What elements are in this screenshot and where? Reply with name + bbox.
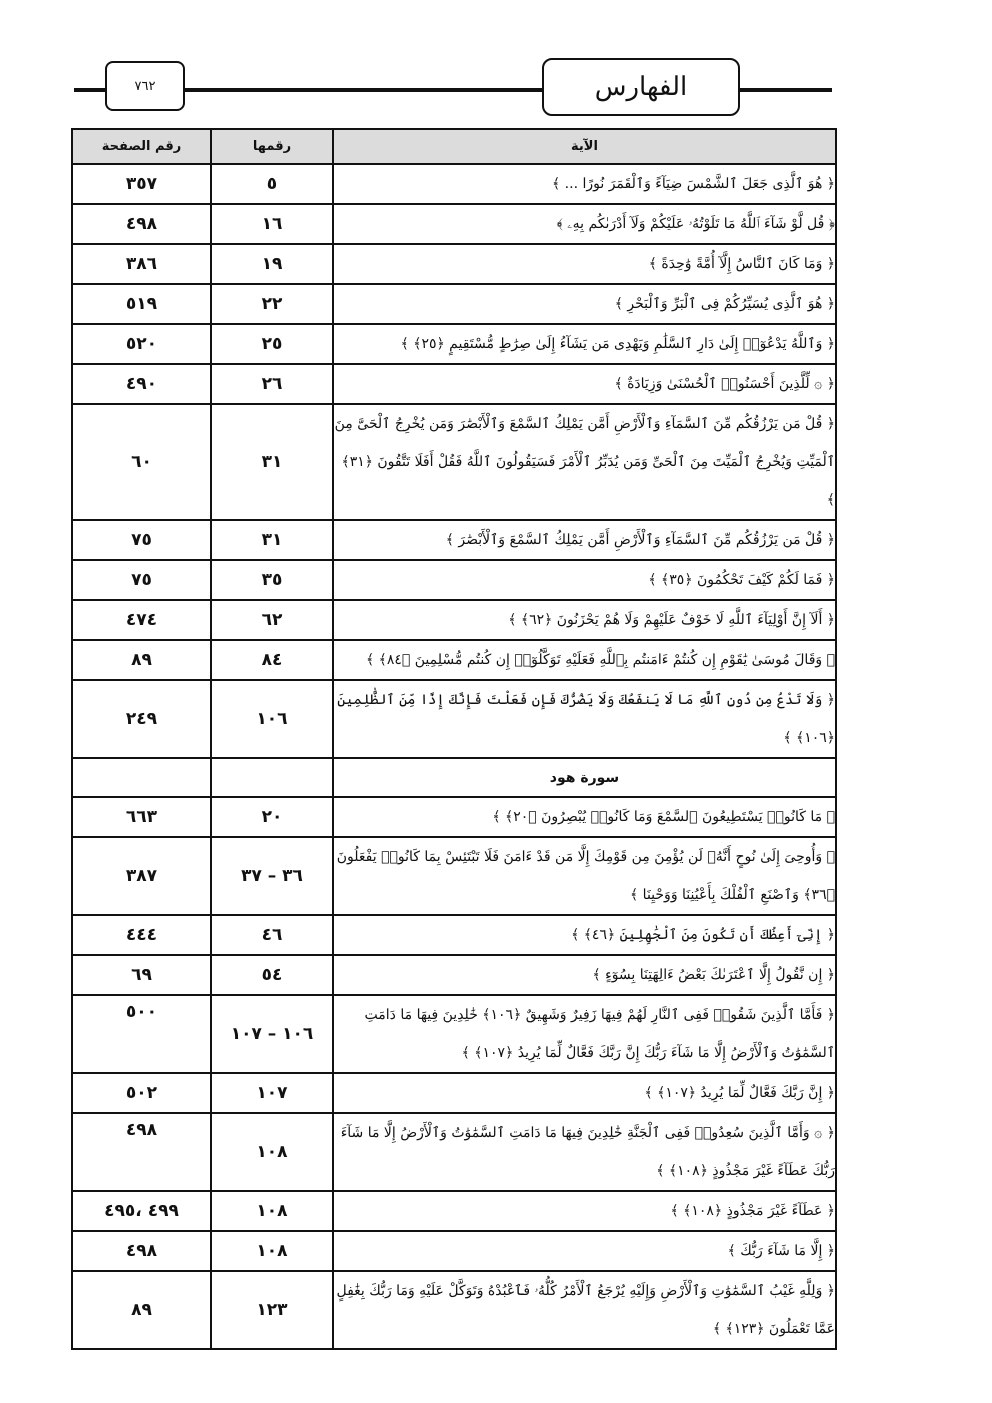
table-row bbox=[72, 560, 836, 600]
page-number-cell: ٥٠٠ bbox=[72, 995, 211, 1073]
page-number-cell: ٣٥٧ bbox=[72, 164, 211, 204]
verse-number-cell: ١٩ bbox=[211, 244, 333, 284]
table-row bbox=[72, 284, 836, 324]
page-number-cell: ٦٠ bbox=[72, 404, 211, 520]
verse-number-cell: ٦٢ bbox=[211, 600, 333, 640]
page-number-cell: ٤٤٤ bbox=[72, 915, 211, 955]
page-number-cell: ٥١٩ bbox=[72, 284, 211, 324]
ayah-text-cell: ﴿ مَا كَانُوا۟ يَسْتَطِيعُونَ ٱلسَّمْعَ وَمَا كَانُوا۟ يُبْصِرُونَ ﴿٢٠﴾ ﴾ bbox=[333, 797, 836, 837]
page-number: ٧٦٢ bbox=[105, 61, 185, 111]
ayah-text-cell: ﴿ قُل لَّوْ شَآءَ ٱللَّهُ مَا تَلَوْتُهُۥ عَلَيْكُمْ وَلَآ أَدْرَىٰكُم بِهِۦ ﴾ bbox=[333, 204, 836, 244]
verse-number-cell bbox=[211, 758, 333, 797]
ayah-text-cell: ﴿ فَأَمَّا ٱلَّذِينَ شَقُوا۟ فَفِى ٱلنَّارِ لَهُمْ فِيهَا زَفِيرٌ وَشَهِيقٌ ﴿١٠٦﴾ خَٰلِدِينَ فِيهَا مَا دَامَتِ ٱلسَّمَٰوَٰتُ وَٱلْأَرْضُ إِلَّا مَا شَآءَ رَبُّكَ إِنَّ رَبَّكَ فَعَّالٌ لِّمَا يُرِيدُ ﴿١٠٧﴾ ﴾ bbox=[333, 995, 836, 1073]
ayah-text-cell: ﴿ قُلْ مَن يَرْزُقُكُم مِّنَ ٱلسَّمَآءِ وَٱلْأَرْضِ أَمَّن يَمْلِكُ ٱلسَّمْعَ وَٱلْأَبْصَٰرَ وَمَن يُخْرِجُ ٱلْحَىَّ مِنَ ٱلْمَيِّتِ وَيُخْرِجُ ٱلْمَيِّتَ مِنَ ٱلْحَىِّ وَمَن يُدَبِّرُ ٱلْأَمْرَ فَسَيَقُولُونَ ٱللَّهُ فَقُلْ أَفَلَا تَتَّقُونَ ﴿٣١﴾ ﴾ bbox=[333, 404, 836, 520]
col-header-page: رقم الصفحة bbox=[72, 129, 211, 164]
table-row bbox=[72, 758, 836, 797]
ayah-text-cell: ﴿ أَلَآ إِنَّ أَوْلِيَآءَ ٱللَّهِ لَا خَوْفٌ عَلَيْهِمْ وَلَا هُمْ يَحْزَنُونَ ﴿٦٢﴾ ﴾ bbox=[333, 600, 836, 640]
table-row bbox=[72, 324, 836, 364]
table-row bbox=[72, 797, 836, 837]
page-number-cell: ٤٧٤ bbox=[72, 600, 211, 640]
verse-number-cell: ٣١ bbox=[211, 520, 333, 560]
page-number-cell: ٦٩ bbox=[72, 955, 211, 995]
header-rule-left bbox=[74, 88, 106, 92]
ayah-text-cell: ﴿ وَمَا كَانَ ٱلنَّاسُ إِلَّآ أُمَّةً وَٰحِدَةً ﴾ bbox=[333, 244, 836, 284]
verse-number-cell: ١٠٦ – ١٠٧ bbox=[211, 995, 333, 1073]
ayah-text-cell: ﴿ ۞ وَأَمَّا ٱلَّذِينَ سُعِدُوا۟ فَفِى ٱلْجَنَّةِ خَٰلِدِينَ فِيهَا مَا دَامَتِ ٱلسَّمَٰوَٰتُ وَٱلْأَرْضُ إِلَّا مَا شَآءَ رَبُّكَ عَطَآءً غَيْرَ مَجْذُوذٍ ﴿١٠٨﴾ ﴾ bbox=[333, 1113, 836, 1191]
verse-index-table bbox=[71, 128, 837, 1350]
ayah-text-cell: ﴿ إِلَّا مَا شَآءَ رَبُّكَ ﴾ bbox=[333, 1231, 836, 1271]
verse-number-cell: ٣٦ – ٣٧ bbox=[211, 837, 333, 915]
page-number-cell: ٧٥ bbox=[72, 520, 211, 560]
ayah-text-cell: ﴿ هُوَ ٱلَّذِى جَعَلَ ٱلشَّمْسَ ضِيَآءً وَٱلْقَمَرَ نُورًا ... ﴾ bbox=[333, 164, 836, 204]
table-row bbox=[72, 1231, 836, 1271]
table-row bbox=[72, 995, 836, 1073]
col-header-number: رقمها bbox=[211, 129, 333, 164]
table-body bbox=[72, 164, 836, 1349]
ayah-text-cell: ﴿ قُلْ مَن يَرْزُقُكُم مِّنَ ٱلسَّمَآءِ وَٱلْأَرْضِ أَمَّن يَمْلِكُ ٱلسَّمْعَ وَٱلْأَبْصَٰرَ ﴾ bbox=[333, 520, 836, 560]
page-number-cell: ٦٦٣ bbox=[72, 797, 211, 837]
page-number-cell: ٥٠٢ bbox=[72, 1073, 211, 1113]
page-number-cell: ٨٩ bbox=[72, 1271, 211, 1349]
table-row bbox=[72, 1113, 836, 1191]
page-number-cell: ٣٨٧ bbox=[72, 837, 211, 915]
verse-number-cell: ٢٥ bbox=[211, 324, 333, 364]
ayah-text-cell: ﴿ هُوَ ٱلَّذِى يُسَيِّرُكُمْ فِى ٱلْبَرِّ وَٱلْبَحْرِ ﴾ bbox=[333, 284, 836, 324]
table-row bbox=[72, 600, 836, 640]
verse-number-cell: ٣١ bbox=[211, 404, 333, 520]
verse-number-cell: ١٠٧ bbox=[211, 1073, 333, 1113]
table-row bbox=[72, 837, 836, 915]
page-number-cell: ٤٩٨ bbox=[72, 1113, 211, 1191]
page-header bbox=[0, 0, 992, 130]
col-header-ayah: الآية bbox=[333, 129, 836, 164]
table-row bbox=[72, 520, 836, 560]
header-rule-middle bbox=[181, 88, 543, 92]
verse-number-cell: ١٢٣ bbox=[211, 1271, 333, 1349]
table-row bbox=[72, 1191, 836, 1231]
page-number-cell: ٤٩٨ bbox=[72, 1231, 211, 1271]
ayah-text-cell: ﴿ وَٱللَّهُ يَدْعُوٓا۟ إِلَىٰ دَارِ ٱلسَّلَٰمِ وَيَهْدِى مَن يَشَآءُ إِلَىٰ صِرَٰطٍ مُّسْتَقِيمٍ ﴿٢٥﴾ ﴾ bbox=[333, 324, 836, 364]
verse-number-cell: ٥ bbox=[211, 164, 333, 204]
verse-number-cell: ٤٦ bbox=[211, 915, 333, 955]
ayah-text-cell: ﴿ وَقَالَ مُوسَىٰ يَٰقَوْمِ إِن كُنتُمْ ءَامَنتُم بِٱللَّهِ فَعَلَيْهِ تَوَكَّلُوٓا۟ إِن كُنتُم مُّسْلِمِينَ ﴿٨٤﴾ ﴾ bbox=[333, 640, 836, 680]
table-row bbox=[72, 164, 836, 204]
verse-number-cell: ١٦ bbox=[211, 204, 333, 244]
ayah-text-cell: ﴿ ۞ لِّلَّذِينَ أَحْسَنُوا۟ ٱلْحُسْنَىٰ وَزِيَادَةٌ ﴾ bbox=[333, 364, 836, 404]
page-number-cell: ٤٩٠ bbox=[72, 364, 211, 404]
ayah-text-cell: ﴿ وَلَا تَدْعُ مِن دُونِ ٱللَّهِ مَا لَا يَنفَعُكَ وَلَا يَضُرُّكَ فَإِن فَعَلْتَ فَإِنَّكَ إِذًا مِّنَ ٱلظَّٰلِمِينَ ﴿١٠٦﴾ ﴾ bbox=[333, 680, 836, 758]
verse-number-cell: ١٠٨ bbox=[211, 1113, 333, 1191]
page-number-cell: ٧٥ bbox=[72, 560, 211, 600]
verse-number-cell: ٣٥ bbox=[211, 560, 333, 600]
table-row bbox=[72, 244, 836, 284]
table-row bbox=[72, 364, 836, 404]
table-header-row bbox=[72, 129, 836, 164]
table-row bbox=[72, 404, 836, 520]
page-number-cell: ٣٨٦ bbox=[72, 244, 211, 284]
verse-number-cell: ٢٢ bbox=[211, 284, 333, 324]
page-number-cell: ٤٩٩ ،٤٩٥ bbox=[72, 1191, 211, 1231]
ayah-text-cell: ﴿ عَطَآءً غَيْرَ مَجْذُوذٍ ﴿١٠٨﴾ ﴾ bbox=[333, 1191, 836, 1231]
table-row bbox=[72, 204, 836, 244]
verse-number-cell: ١٠٨ bbox=[211, 1191, 333, 1231]
ayah-text-cell: ﴿ إِنِّىٓ أَعِظُكَ أَن تَكُونَ مِنَ ٱلْجَٰهِلِينَ ﴿٤٦﴾ ﴾ bbox=[333, 915, 836, 955]
table-row bbox=[72, 915, 836, 955]
table-row bbox=[72, 1271, 836, 1349]
header-rule-right bbox=[736, 88, 832, 92]
ayah-text-cell: ﴿ فَمَا لَكُمْ كَيْفَ تَحْكُمُونَ ﴿٣٥﴾ ﴾ bbox=[333, 560, 836, 600]
verse-number-cell: ٨٤ bbox=[211, 640, 333, 680]
page-number-cell: ٨٩ bbox=[72, 640, 211, 680]
page-number-cell bbox=[72, 758, 211, 797]
verse-number-cell: ٢٠ bbox=[211, 797, 333, 837]
table-row bbox=[72, 680, 836, 758]
table-row bbox=[72, 640, 836, 680]
page-number-cell: ٢٤٩ bbox=[72, 680, 211, 758]
verse-number-cell: ٥٤ bbox=[211, 955, 333, 995]
ayah-text-cell: ﴿ إِنَّ رَبَّكَ فَعَّالٌ لِّمَا يُرِيدُ ﴿١٠٧﴾ ﴾ bbox=[333, 1073, 836, 1113]
ayah-text-cell: ﴿ إِن نَّقُولُ إِلَّا ٱعْتَرَىٰكَ بَعْضُ ءَالِهَتِنَا بِسُوٓءٍ ﴾ bbox=[333, 955, 836, 995]
page-number-cell: ٥٢٠ bbox=[72, 324, 211, 364]
verse-number-cell: ١٠٨ bbox=[211, 1231, 333, 1271]
surah-heading: سورة هود bbox=[333, 758, 836, 797]
table-row bbox=[72, 955, 836, 995]
verse-number-cell: ١٠٦ bbox=[211, 680, 333, 758]
ayah-text-cell: ﴿ وَلِلَّهِ غَيْبُ ٱلسَّمَٰوَٰتِ وَٱلْأَرْضِ وَإِلَيْهِ يُرْجَعُ ٱلْأَمْرُ كُلُّهُۥ فَٱعْبُدْهُ وَتَوَكَّلْ عَلَيْهِ وَمَا رَبُّكَ بِغَٰفِلٍ عَمَّا تَعْمَلُونَ ﴿١٢٣﴾ ﴾ bbox=[333, 1271, 836, 1349]
verse-number-cell: ٢٦ bbox=[211, 364, 333, 404]
page-number-cell: ٤٩٨ bbox=[72, 204, 211, 244]
ayah-text-cell: ﴿ وَأُوحِىَ إِلَىٰ نُوحٍ أَنَّهُۥ لَن يُؤْمِنَ مِن قَوْمِكَ إِلَّا مَن قَدْ ءَامَنَ فَلَا تَبْتَئِسْ بِمَا كَانُوا۟ يَفْعَلُونَ ﴿٣٦﴾ وَٱصْنَعِ ٱلْفُلْكَ بِأَعْيُنِنَا وَوَحْيِنَا ﴾ bbox=[333, 837, 836, 915]
page-title: الفهارس bbox=[542, 58, 740, 116]
table-row bbox=[72, 1073, 836, 1113]
